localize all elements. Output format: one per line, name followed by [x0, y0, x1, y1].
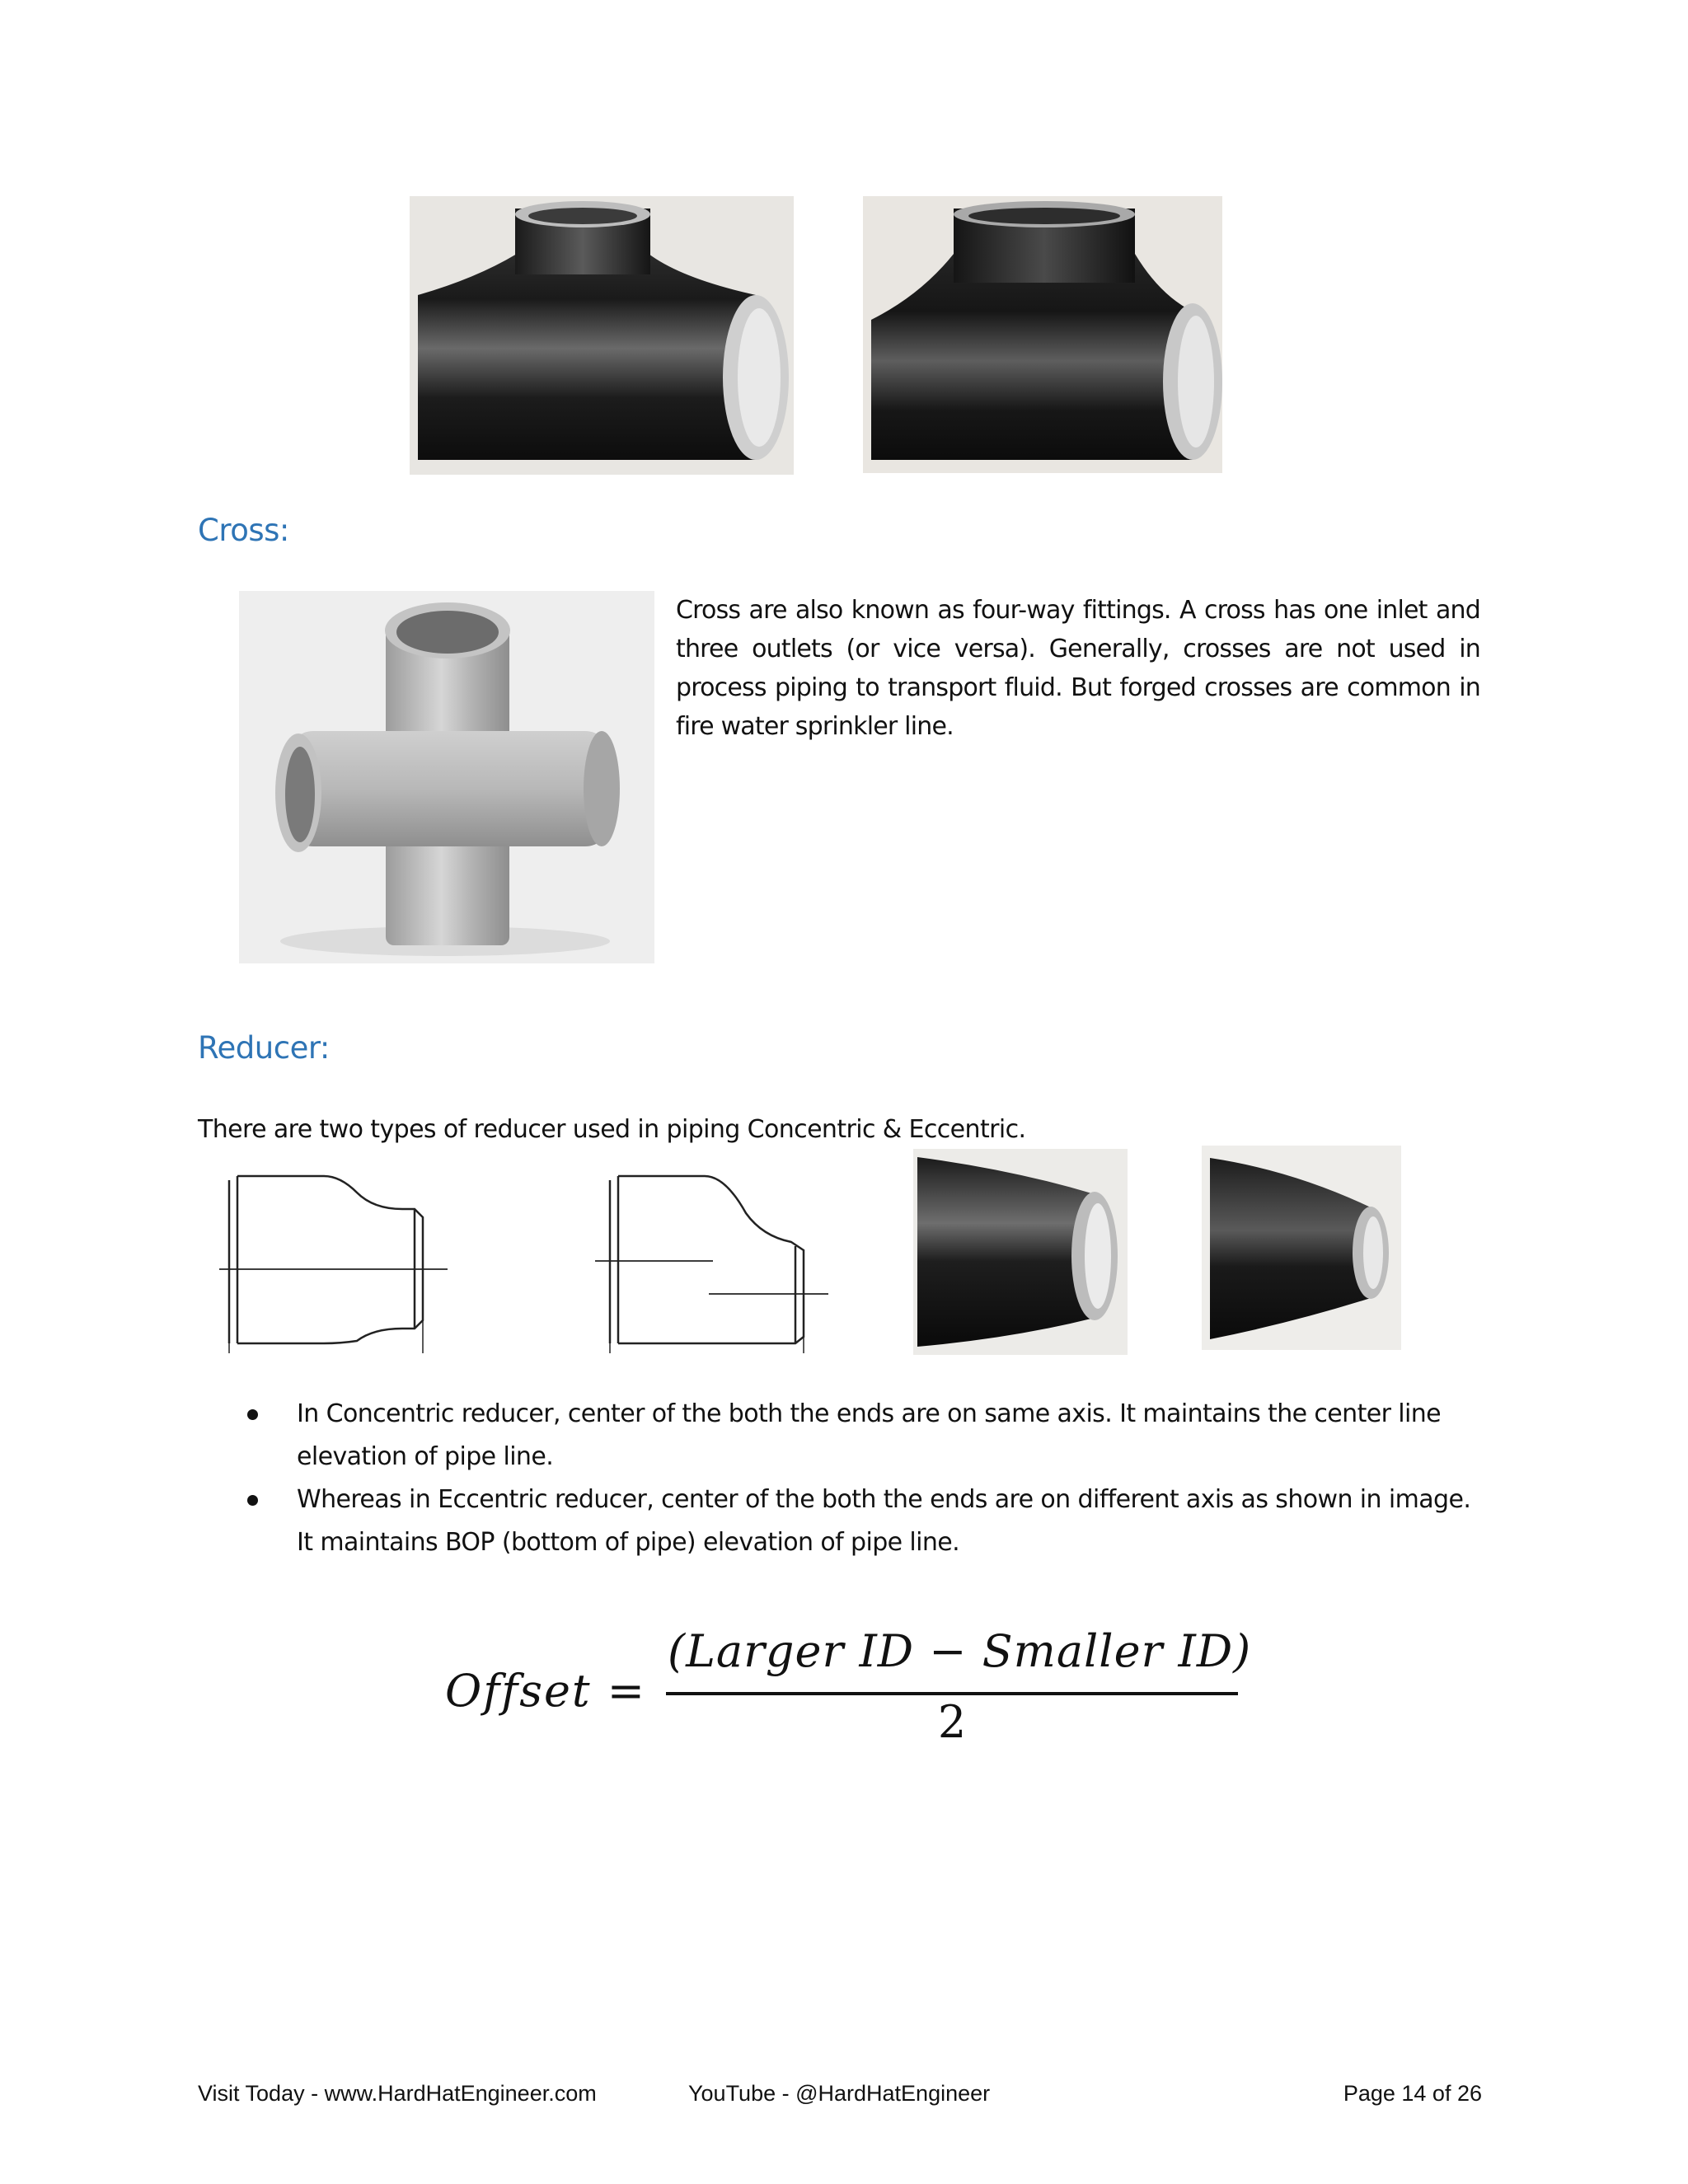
concentric-reducer-drawing	[213, 1164, 460, 1353]
footer-page-number: Page 14 of 26	[1343, 2081, 1482, 2106]
bullet-text: In Concentric reducer, center of the both the ends are on same axis. It maintains the center line elevation of pipe line.	[297, 1399, 1442, 1471]
cross-heading: Cross:	[198, 513, 289, 548]
reducing-tee-photo-left	[410, 196, 794, 475]
list-item	[198, 1393, 1492, 1479]
cross-description: Cross are also known as four-way fittings. A cross has one inlet and three outlets (or vice versa). Generally, crosses are not used in process piping to transport fluid. But forged crosses are common in fire water sprinkler line.	[676, 596, 1480, 741]
reducer-bullet-list	[198, 1393, 1492, 1564]
reducing-tee-photo-right	[863, 196, 1222, 473]
formula-lhs: Offset =	[445, 1665, 647, 1717]
formula-numerator: (Larger ID − Smaller ID)	[668, 1625, 1252, 1677]
formula-denominator: 2	[937, 1696, 967, 1748]
reducer-intro: There are two types of reducer used in piping Concentric & Eccentric.	[198, 1115, 1026, 1144]
eccentric-reducer-drawing	[593, 1164, 841, 1353]
footer-youtube: YouTube - @HardHatEngineer	[688, 2081, 991, 2106]
bullet-icon	[247, 1409, 258, 1420]
eccentric-reducer-photo	[1202, 1146, 1401, 1350]
reducer-heading: Reducer:	[198, 1030, 330, 1066]
list-item	[198, 1479, 1492, 1564]
bullet-text: Whereas in Eccentric reducer, center of the both the ends are on different axis as shown in image. It maintains BOP (bottom of pipe) elevation of pipe line.	[297, 1485, 1471, 1557]
cross-fitting-photo	[239, 591, 654, 963]
concentric-reducer-photo	[913, 1149, 1128, 1355]
offset-formula	[445, 1625, 1253, 1768]
fraction-bar	[666, 1692, 1238, 1695]
bullet-icon	[247, 1495, 258, 1506]
footer-website: Visit Today - www.HardHatEngineer.com	[198, 2081, 597, 2106]
